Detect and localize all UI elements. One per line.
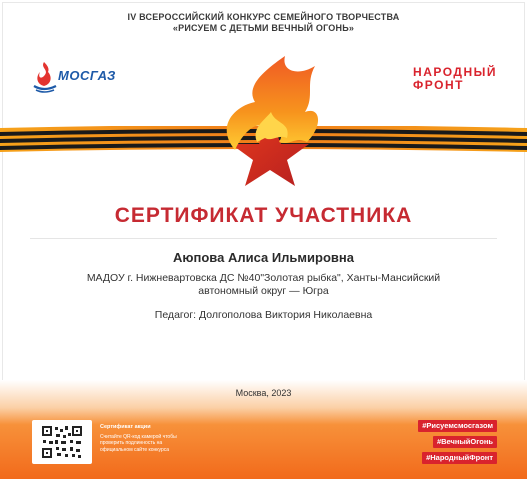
organization [40,272,487,298]
qr-code[interactable] [32,420,92,464]
organization-line2: автономный округ — Югра [198,285,329,297]
qr-text-line3: официальном сайте конкурса [100,446,170,453]
mosgaz-logo [30,58,140,94]
contest-title [0,12,527,34]
eternal-flame-star-icon [195,46,345,186]
mosgaz-flame-icon [30,58,60,94]
narodny-front-line1: НАРОДНЫЙ [413,65,497,79]
qr-text-line2: проверить подлинность на [100,440,163,446]
contest-title-line1: IV ВСЕРОССИЙСКИЙ КОНКУРС СЕМЕЙНОГО ТВОРЧЕСТВА [127,12,400,22]
narodny-front-line2: ФРОНТ [413,78,464,92]
mosgaz-wordmark: МОСГАЗ [58,68,116,83]
participant-name: Аюпова Алиса Ильмировна [173,250,354,265]
qr-title: Сертификат акции [100,424,151,430]
contest-title-line2: «РИСУЕМ С ДЕТЬМИ ВЕЧНЫЙ ОГОНЬ» [172,23,355,33]
qr-text-line1: Считайте QR-код камерой чтобы [100,433,177,440]
narodny-front-logo [413,66,497,92]
hashtag-narodny-front[interactable]: #НародныйФронт [422,452,497,464]
teacher-line: Педагог: Долгополова Виктория Николаевна [154,309,373,321]
city-year: Москва, 2023 [235,388,292,398]
title-divider [30,238,497,239]
organization-line1: МАДОУ г. Нижневартовска ДС №40"Золотая рыбка", Ханты-Мансийский [86,272,441,284]
hashtag-risuem[interactable]: #Рисуемсмосгазом [418,420,497,432]
certificate-title: СЕРТИФИКАТ УЧАСТНИКА [114,204,413,227]
qr-note [100,424,210,453]
hashtag-list [418,420,497,464]
hashtag-vechny-ogon[interactable]: #ВечныйОгонь [433,436,497,448]
qr-code-icon [32,420,92,464]
